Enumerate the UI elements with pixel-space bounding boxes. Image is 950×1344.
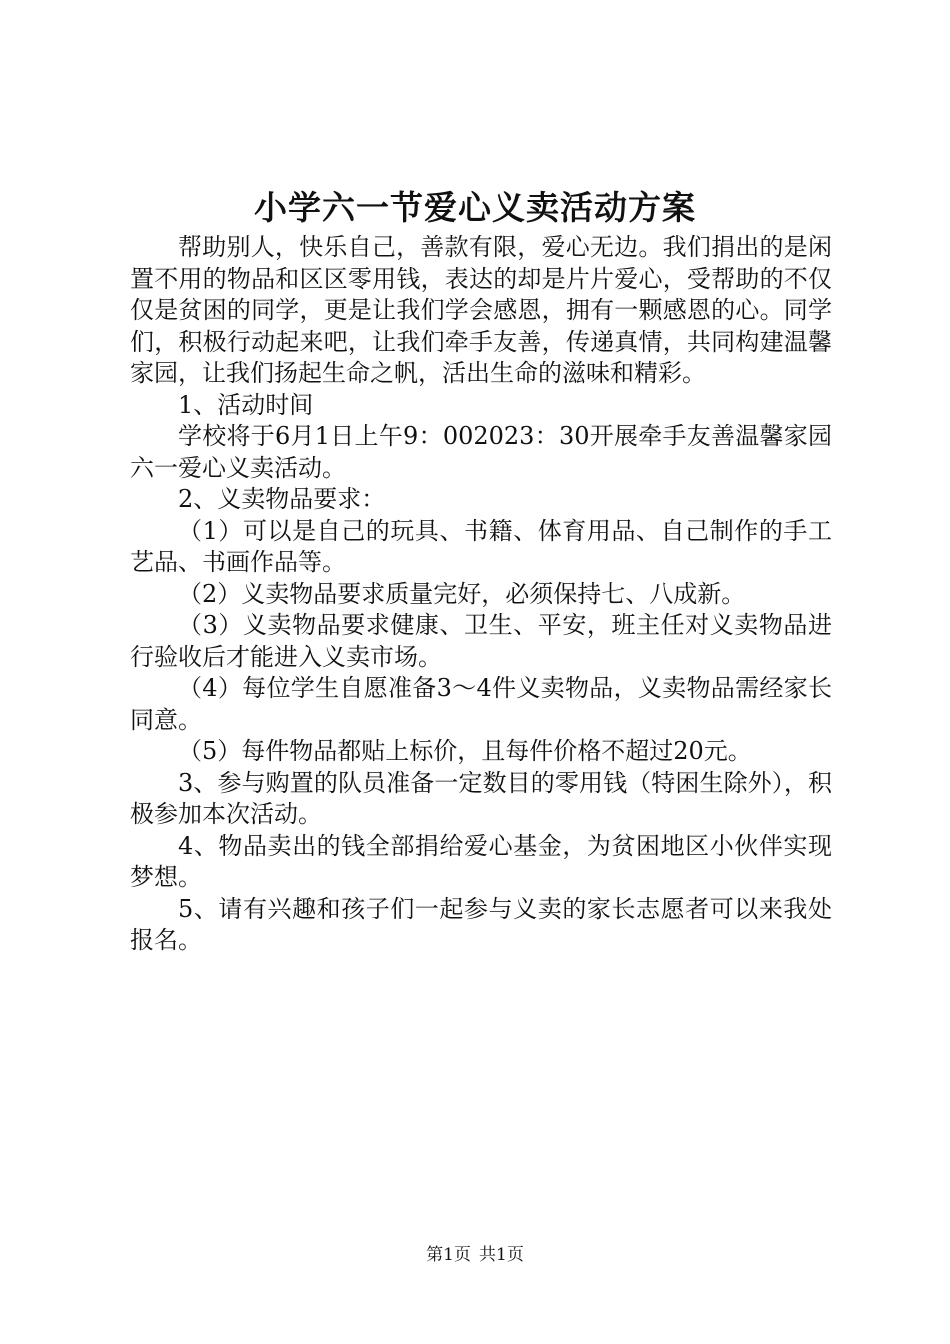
- section-5-paragraph: 5、请有兴趣和孩子们一起参与义卖的家长志愿者可以来我处报名。: [130, 894, 832, 954]
- section-3-paragraph: 3、参与购置的队员准备一定数目的零用钱（特困生除外），积极参加本次活动。: [130, 768, 832, 828]
- page-number-total: 共1页: [479, 1245, 524, 1265]
- activity-time-paragraph: 学校将于6月1日上午9：002023：30开展牵手友善温馨家园六一爱心义卖活动。: [130, 422, 832, 482]
- page-number-current: 第1页: [426, 1245, 471, 1265]
- requirement-item-1: （1）可以是自己的玩具、书籍、体育用品、自己制作的手工艺品、书画作品等。: [130, 516, 832, 576]
- requirement-item-2: （2）义卖物品要求质量完好，必须保持七、八成新。: [178, 579, 746, 608]
- document-body: [130, 232, 832, 957]
- requirement-item-4: （4）每位学生自愿准备3～4件义卖物品，义卖物品需经家长同意。: [130, 674, 832, 734]
- section-heading-item-requirements: 2、义卖物品要求：: [178, 485, 386, 513]
- requirement-item-5: （5）每件物品都贴上标价，且每件价格不超过20元。: [178, 737, 752, 765]
- section-heading-activity-time: 1、活动时间: [178, 390, 314, 419]
- page-footer: [0, 1243, 950, 1267]
- intro-paragraph: 帮助别人，快乐自己，善款有限，爱心无边。我们捐出的是闲置不用的物品和区区零用钱，表达的却是片片爱心，受帮助的不仅仅是贫困的同学，更是让我们学会感恩，拥有一颗感恩的心。同学们，积极行动起来吧，让我们牵手友善，传递真情，共同构建温馨家园，让我们扬起生命之帆，活出生命的滋味和精彩。: [130, 233, 832, 387]
- document-title: 小学六一节爱心义卖活动方案: [254, 188, 696, 227]
- section-4-paragraph: 4、物品卖出的钱全部捐给爱心基金，为贫困地区小伙伴实现梦想。: [130, 831, 832, 891]
- requirement-item-3: （3）义卖物品要求健康、卫生、平安，班主任对义卖物品进行验收后才能进入义卖市场。: [130, 611, 832, 671]
